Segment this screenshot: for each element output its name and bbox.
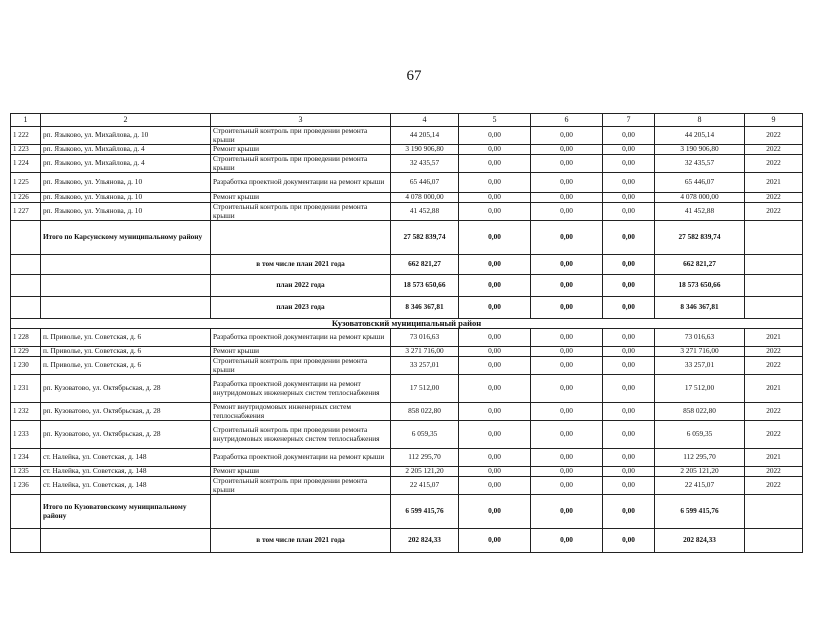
table-cell: 2022 <box>745 203 803 221</box>
table-cell: 1 227 <box>11 203 41 221</box>
table-cell: Ремонт внутридомовых инженерных систем теплоснабжения <box>211 403 391 421</box>
table-cell: 0,00 <box>459 221 531 255</box>
table-cell <box>11 275 41 297</box>
table-cell <box>11 297 41 319</box>
table-cell: 1 229 <box>11 347 41 357</box>
table-cell: Ремонт крыши <box>211 193 391 203</box>
table-cell: Строительный контроль при проведении ремонта крыши <box>211 155 391 173</box>
table-cell: 1 234 <box>11 449 41 467</box>
table-cell: 27 582 839,74 <box>655 221 745 255</box>
table-cell: п. Приволье, ул. Советская, д. 6 <box>41 347 211 357</box>
table-cell: 0,00 <box>531 275 603 297</box>
column-number: 5 <box>459 114 531 127</box>
total-row <box>11 297 803 319</box>
table-cell: Итого по Карсунскому муниципальному району <box>41 221 211 255</box>
table-cell <box>41 297 211 319</box>
table-cell: план 2023 года <box>211 297 391 319</box>
table-cell: 18 573 650,66 <box>391 275 459 297</box>
table-cell: 65 446,07 <box>655 173 745 193</box>
table-cell: 17 512,00 <box>655 375 745 403</box>
table-cell: 8 346 367,81 <box>391 297 459 319</box>
table-cell: 1 235 <box>11 467 41 477</box>
table-cell: рп. Языково, ул. Михайлова, д. 4 <box>41 145 211 155</box>
table-cell: 65 446,07 <box>391 173 459 193</box>
table-cell <box>745 275 803 297</box>
table-cell <box>211 495 391 529</box>
table-cell: 662 821,27 <box>655 255 745 275</box>
table-row <box>11 127 803 145</box>
table-cell: 0,00 <box>459 375 531 403</box>
table-cell: 0,00 <box>531 529 603 553</box>
table-cell: рп. Кузоватово, ул. Октябрьская, д. 28 <box>41 403 211 421</box>
table-cell: 0,00 <box>603 477 655 495</box>
table-row <box>11 449 803 467</box>
table-row <box>11 421 803 449</box>
column-number: 9 <box>745 114 803 127</box>
table-cell: 0,00 <box>603 403 655 421</box>
total-row <box>11 529 803 553</box>
section-header-row <box>11 319 803 329</box>
capital-repair-table <box>10 113 803 553</box>
table-cell: 0,00 <box>531 255 603 275</box>
table-cell: 0,00 <box>459 449 531 467</box>
table-cell: 1 225 <box>11 173 41 193</box>
table-cell: 0,00 <box>603 297 655 319</box>
table-cell: 6 059,35 <box>655 421 745 449</box>
table-cell: 22 415,07 <box>391 477 459 495</box>
table-cell: 0,00 <box>459 173 531 193</box>
table-cell: 858 022,80 <box>655 403 745 421</box>
column-number: 6 <box>531 114 603 127</box>
table-cell: 0,00 <box>531 403 603 421</box>
table-cell: 32 435,57 <box>655 155 745 173</box>
table-cell: 0,00 <box>531 297 603 319</box>
table-cell: 0,00 <box>459 275 531 297</box>
table-cell: Строительный контроль при проведении ремонта внутридомовых инженерных систем теплоснабжения <box>211 421 391 449</box>
table-row <box>11 467 803 477</box>
table-cell: 858 022,80 <box>391 403 459 421</box>
table-cell: 112 295,70 <box>655 449 745 467</box>
table-row <box>11 403 803 421</box>
table-cell: 2021 <box>745 173 803 193</box>
table-cell: 112 295,70 <box>391 449 459 467</box>
table-cell: 6 059,35 <box>391 421 459 449</box>
table-cell: 27 582 839,74 <box>391 221 459 255</box>
column-number-row <box>11 114 803 127</box>
table-row <box>11 155 803 173</box>
column-number: 8 <box>655 114 745 127</box>
table-cell: 0,00 <box>459 467 531 477</box>
column-number: 1 <box>11 114 41 127</box>
table-cell: 1 231 <box>11 375 41 403</box>
table-cell: 0,00 <box>531 495 603 529</box>
table-cell: 3 190 906,80 <box>391 145 459 155</box>
table-cell <box>41 275 211 297</box>
table-cell: 33 257,01 <box>655 357 745 375</box>
table-cell: Строительный контроль при проведении ремонта крыши <box>211 203 391 221</box>
table-cell: 0,00 <box>531 155 603 173</box>
table-cell: 0,00 <box>603 347 655 357</box>
table-cell: Разработка проектной документации на ремонт крыши <box>211 449 391 467</box>
table-cell: 0,00 <box>459 403 531 421</box>
total-row <box>11 255 803 275</box>
table-cell: 0,00 <box>531 375 603 403</box>
table-cell: 0,00 <box>603 495 655 529</box>
table-cell <box>11 529 41 553</box>
table-cell: ст. Налейка, ул. Советская, д. 148 <box>41 467 211 477</box>
table-cell: 32 435,57 <box>391 155 459 173</box>
table-cell: 0,00 <box>459 529 531 553</box>
table-cell <box>41 255 211 275</box>
table-cell: 662 821,27 <box>391 255 459 275</box>
table-cell: 0,00 <box>603 193 655 203</box>
table-cell: 18 573 650,66 <box>655 275 745 297</box>
table-cell: 0,00 <box>459 127 531 145</box>
table-body <box>11 127 803 553</box>
table-cell: 41 452,88 <box>655 203 745 221</box>
table-cell: рп. Языково, ул. Михайлова, д. 10 <box>41 127 211 145</box>
table-cell: Ремонт крыши <box>211 467 391 477</box>
table-cell: 0,00 <box>531 467 603 477</box>
table-cell: 0,00 <box>459 421 531 449</box>
table-cell: 22 415,07 <box>655 477 745 495</box>
table-cell: 0,00 <box>531 193 603 203</box>
page-number: 67 <box>406 68 422 84</box>
table-cell: 0,00 <box>531 449 603 467</box>
table-cell: 2 205 121,20 <box>655 467 745 477</box>
total-row <box>11 221 803 255</box>
table-cell: 1 232 <box>11 403 41 421</box>
table-cell: в том числе план 2021 года <box>211 255 391 275</box>
table-cell: 2021 <box>745 329 803 347</box>
table-cell: 4 078 000,00 <box>391 193 459 203</box>
column-number: 2 <box>41 114 211 127</box>
table-cell: 0,00 <box>603 529 655 553</box>
table-cell: 0,00 <box>459 145 531 155</box>
table-cell: Ремонт крыши <box>211 347 391 357</box>
table-cell <box>745 529 803 553</box>
table-cell: 202 824,33 <box>655 529 745 553</box>
table-cell: 0,00 <box>603 375 655 403</box>
total-row <box>11 275 803 297</box>
table-cell: 0,00 <box>459 495 531 529</box>
table-cell: 0,00 <box>603 173 655 193</box>
table-cell: 2022 <box>745 467 803 477</box>
table-cell <box>11 255 41 275</box>
table-cell: 2022 <box>745 347 803 357</box>
table-cell: 1 223 <box>11 145 41 155</box>
total-row <box>11 495 803 529</box>
table-cell: 0,00 <box>459 357 531 375</box>
table-row <box>11 375 803 403</box>
table-cell: 2022 <box>745 127 803 145</box>
table-cell <box>745 495 803 529</box>
table-cell: 0,00 <box>603 221 655 255</box>
table-cell: 0,00 <box>459 347 531 357</box>
table-cell: 2022 <box>745 193 803 203</box>
table-cell: ст. Налейка, ул. Советская, д. 148 <box>41 449 211 467</box>
table-cell <box>41 529 211 553</box>
table-cell: 2022 <box>745 155 803 173</box>
table-cell: Строительный контроль при проведении ремонта крыши <box>211 127 391 145</box>
table-cell: 0,00 <box>603 127 655 145</box>
table-cell: Строительный контроль при проведении ремонта крыши <box>211 477 391 495</box>
table-cell: 3 190 906,80 <box>655 145 745 155</box>
table-cell: 2022 <box>745 477 803 495</box>
table-cell: Разработка проектной документации на ремонт крыши <box>211 173 391 193</box>
table-cell: Итого по Кузоватовскому муниципальному району <box>41 495 211 529</box>
table-row <box>11 477 803 495</box>
table-cell: Строительный контроль при проведении ремонта крыши <box>211 357 391 375</box>
table-cell: 0,00 <box>531 145 603 155</box>
table-cell: ст. Налейка, ул. Советская, д. 148 <box>41 477 211 495</box>
table-cell: 3 271 716,00 <box>655 347 745 357</box>
table-cell: 0,00 <box>459 193 531 203</box>
table-cell: 1 226 <box>11 193 41 203</box>
table-cell: 0,00 <box>531 329 603 347</box>
table-row <box>11 203 803 221</box>
table-cell: 1 228 <box>11 329 41 347</box>
table-cell: рп. Кузоватово, ул. Октябрьская, д. 28 <box>41 421 211 449</box>
table-cell: 44 205,14 <box>391 127 459 145</box>
table-cell: 2021 <box>745 449 803 467</box>
table-cell: 2022 <box>745 357 803 375</box>
table-cell: Разработка проектной документации на ремонт крыши <box>211 329 391 347</box>
table-cell: Ремонт крыши <box>211 145 391 155</box>
table-cell: план 2022 года <box>211 275 391 297</box>
column-number: 4 <box>391 114 459 127</box>
table-cell: 73 016,63 <box>391 329 459 347</box>
table-cell: 1 230 <box>11 357 41 375</box>
table-cell <box>745 297 803 319</box>
table-cell <box>745 255 803 275</box>
table-cell: в том числе план 2021 года <box>211 529 391 553</box>
table-cell: 202 824,33 <box>391 529 459 553</box>
table-row <box>11 347 803 357</box>
table-cell: 0,00 <box>459 329 531 347</box>
table-cell: п. Приволье, ул. Советская, д. 6 <box>41 329 211 347</box>
table-cell: 3 271 716,00 <box>391 347 459 357</box>
table-cell: 1 233 <box>11 421 41 449</box>
table-cell: 2022 <box>745 145 803 155</box>
table-row <box>11 173 803 193</box>
table-cell: 0,00 <box>603 467 655 477</box>
table-cell: 41 452,88 <box>391 203 459 221</box>
table-cell: 0,00 <box>603 449 655 467</box>
table-cell: 0,00 <box>603 145 655 155</box>
table-cell: 2 205 121,20 <box>391 467 459 477</box>
table-cell: рп. Языково, ул. Ульянова, д. 10 <box>41 193 211 203</box>
table-row <box>11 193 803 203</box>
table-cell <box>745 221 803 255</box>
table-cell: п. Приволье, ул. Советская, д. 6 <box>41 357 211 375</box>
table-cell: 2022 <box>745 403 803 421</box>
table-cell: рп. Языково, ул. Михайлова, д. 4 <box>41 155 211 173</box>
table-cell: рп. Языково, ул. Ульянова, д. 10 <box>41 173 211 193</box>
table-cell: Разработка проектной документации на ремонт внутридомовых инженерных систем теплоснабжения <box>211 375 391 403</box>
table-cell: 0,00 <box>531 221 603 255</box>
table-cell: 0,00 <box>603 421 655 449</box>
column-number: 3 <box>211 114 391 127</box>
table-cell: 6 599 415,76 <box>391 495 459 529</box>
column-number: 7 <box>603 114 655 127</box>
table-cell: 0,00 <box>531 477 603 495</box>
table-cell: 1 224 <box>11 155 41 173</box>
table-cell: 0,00 <box>603 329 655 347</box>
table-cell: 0,00 <box>459 255 531 275</box>
table-cell: 0,00 <box>459 155 531 173</box>
table-cell: 33 257,01 <box>391 357 459 375</box>
table-cell: 0,00 <box>531 347 603 357</box>
table-cell: 0,00 <box>603 155 655 173</box>
table-cell: 1 236 <box>11 477 41 495</box>
table-cell <box>211 221 391 255</box>
table-cell: 8 346 367,81 <box>655 297 745 319</box>
table-cell: 0,00 <box>531 203 603 221</box>
table-cell: 0,00 <box>531 357 603 375</box>
table-row <box>11 145 803 155</box>
table-cell: 0,00 <box>459 203 531 221</box>
table-cell: 73 016,63 <box>655 329 745 347</box>
table-cell <box>11 495 41 529</box>
table-cell: 0,00 <box>531 127 603 145</box>
table-cell: 2021 <box>745 375 803 403</box>
table-row <box>11 357 803 375</box>
section-title: Кузоватовский муниципальный район <box>11 319 803 329</box>
table-cell: 0,00 <box>603 203 655 221</box>
table-cell: 0,00 <box>531 421 603 449</box>
table-cell: рп. Кузоватово, ул. Октябрьская, д. 28 <box>41 375 211 403</box>
table-cell: 4 078 000,00 <box>655 193 745 203</box>
table-cell: 0,00 <box>531 173 603 193</box>
table-cell <box>11 221 41 255</box>
table-cell: 0,00 <box>459 477 531 495</box>
table-cell: 0,00 <box>603 275 655 297</box>
table-cell: 6 599 415,76 <box>655 495 745 529</box>
table-cell: 2022 <box>745 421 803 449</box>
table-cell: 1 222 <box>11 127 41 145</box>
table-cell: 17 512,00 <box>391 375 459 403</box>
table-cell: 44 205,14 <box>655 127 745 145</box>
table-row <box>11 329 803 347</box>
table-cell: рп. Языково, ул. Ульянова, д. 10 <box>41 203 211 221</box>
table-cell: 0,00 <box>603 255 655 275</box>
table-cell: 0,00 <box>459 297 531 319</box>
table-cell: 0,00 <box>603 357 655 375</box>
